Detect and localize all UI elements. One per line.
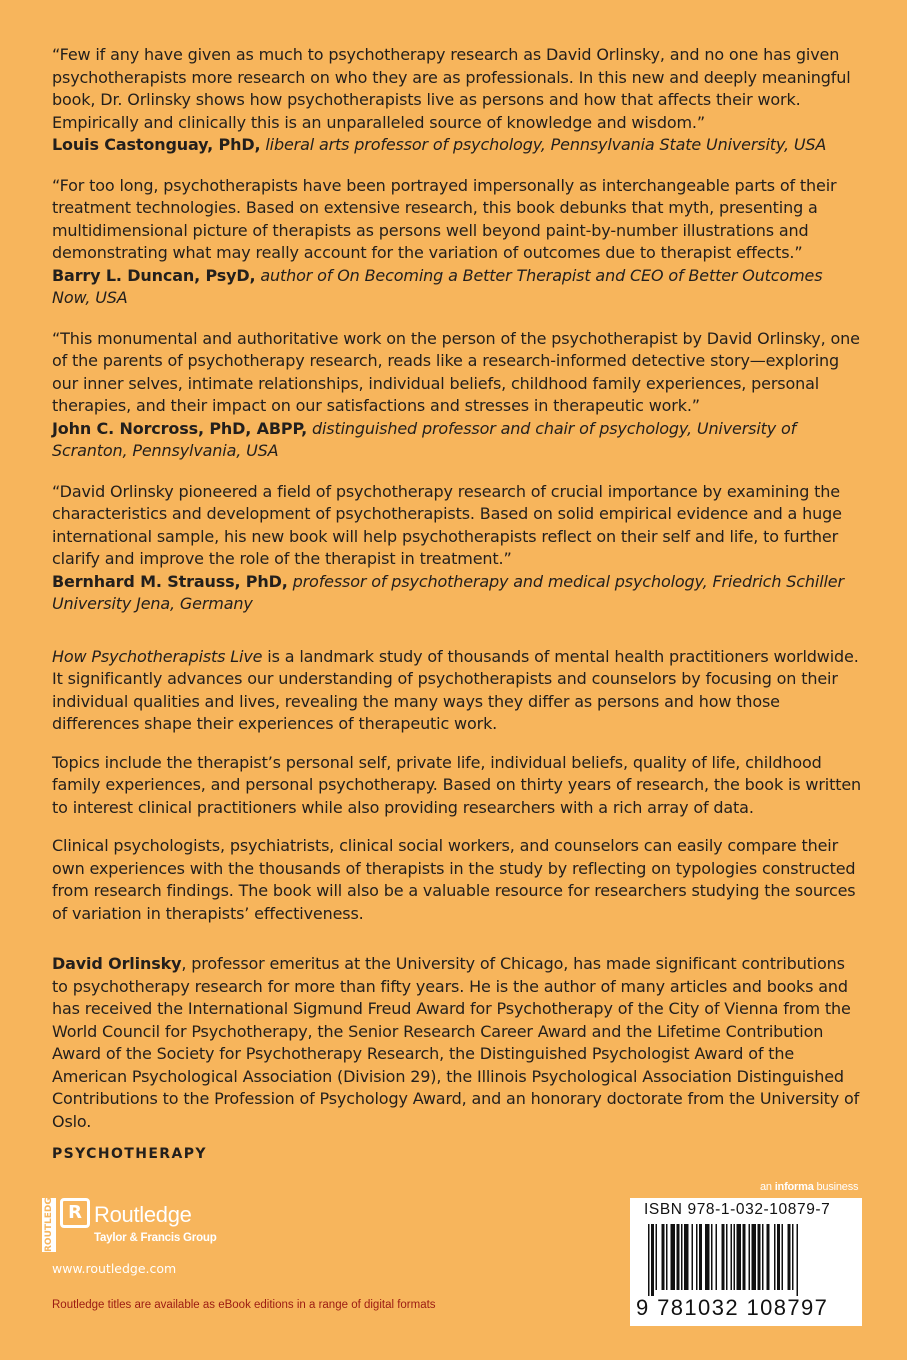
author-bio bbox=[52, 953, 864, 1133]
barcode-bar bbox=[777, 1224, 780, 1290]
isbn-label: ISBN 978-1-032-10879-7 bbox=[644, 1201, 831, 1218]
back-cover-text bbox=[52, 44, 864, 1149]
section-gap bbox=[52, 634, 864, 646]
barcode-bar bbox=[743, 1224, 746, 1290]
endorsement-text: “For too long, psychotherapists have been portrayed impersonally as interchangeable parts of their treatment technologies. Based on extensive research, this book debunks that myth, presenting a multidimensional picture of therapists as persons well beyond paint-by-number illustrations and demonstrating what may really account for the variation of outcomes due to therapist effects.” bbox=[52, 175, 837, 262]
publisher-r-icon: R bbox=[60, 1198, 90, 1228]
barcode-bar bbox=[677, 1224, 680, 1290]
barcode-bar bbox=[726, 1224, 728, 1290]
informa-brand: informa bbox=[774, 1181, 814, 1193]
book-title: How Psychotherapists Live bbox=[52, 646, 263, 666]
barcode-bar bbox=[666, 1224, 668, 1290]
barcode-bar bbox=[656, 1224, 658, 1290]
barcode-bar bbox=[662, 1224, 665, 1290]
barcode-bar bbox=[737, 1224, 742, 1290]
barcode-bars bbox=[630, 1224, 862, 1296]
endorsement-attribution bbox=[52, 418, 864, 463]
barcode-bar bbox=[752, 1224, 757, 1290]
informa-tagline: an informa business bbox=[760, 1181, 859, 1193]
author-name: David Orlinsky bbox=[52, 954, 182, 973]
barcode-bar bbox=[648, 1224, 650, 1296]
description-paragraph: Topics include the therapist’s personal self, private life, individual beliefs, quality of life, childhood family experiences, and personal psychotherapy. Based on thirty years of research, the book is written to interest clinical practitioners while also providing researchers with a rich array of data. bbox=[52, 752, 862, 817]
endorsement-attribution bbox=[52, 265, 864, 310]
barcode-bar bbox=[762, 1224, 764, 1290]
endorsement bbox=[52, 481, 864, 616]
barcode-bar bbox=[722, 1224, 725, 1290]
publisher-name: Routledge bbox=[94, 1202, 192, 1227]
barcode-bar bbox=[797, 1224, 799, 1296]
endorser-name: Bernhard M. Strauss, PhD, bbox=[52, 571, 288, 591]
endorser-name: Louis Castonguay, PhD, bbox=[52, 135, 261, 154]
publisher-vertical-mark: ROUTLEDGE bbox=[44, 1191, 54, 1252]
endorsement-text: “This monumental and authoritative work on the person of the psychotherapist by David Orlinsky, one of the parents of psychotherapy research, reads like a research-informed detective story—exploring our inner selves, intimate relationships, individual beliefs, childhood family experiences, personal therapies, and their impact on our satisfactions and stresses in therapeutic work.” bbox=[52, 328, 860, 415]
barcode-bar bbox=[749, 1224, 751, 1290]
endorsement bbox=[52, 328, 864, 463]
endorsement-text: “David Orlinsky pioneered a field of psychotherapy research of crucial importance by examining the characteristics and development of psychotherapists. Based on solid empirical evidence and a huge international sample, his new book will help psychotherapists reflect on their self and life, to further clarify and improve the role of the therapist in treatment.” bbox=[52, 481, 842, 568]
barcode-bar bbox=[705, 1224, 710, 1290]
barcode-bar bbox=[681, 1224, 683, 1290]
barcode-bar bbox=[731, 1224, 733, 1290]
author-bio-text: , professor emeritus at the University of Chicago, has made significant contributions to psychotherapy research for more than fifty years. He is the author of many articles and books and has received the International Sigmund Freud Award for Psychotherapy of the City of Vienna from the World Council for Psychotherapy, the Senior Research Career Award and the Lifetime Contribution Award of the Society for Psychotherapy Research, the Distinguished Psychologist Award of the American Psychological Association (Division 29), the Illinois Psychological Association Distinguished Contributions to the Profession of Psychology Award, and an honorary doctorate from the University of Oslo. bbox=[52, 954, 860, 1131]
section-gap bbox=[52, 941, 864, 953]
endorsement-text: “Few if any have given as much to psychotherapy research as David Orlinsky, and no one has given psychotherapists more research on who they are as professionals. In this new and deeply meaningful book, Dr. Orlinsky shows how psychotherapists live as persons and how that affects their work. Empirically and clinically this is an unparalleled source of knowledge and wisdom.” bbox=[52, 45, 851, 132]
barcode-bar bbox=[782, 1224, 784, 1290]
endorsement bbox=[52, 175, 864, 310]
endorsement bbox=[52, 44, 864, 157]
barcode-bar bbox=[671, 1224, 676, 1290]
barcode-bar bbox=[767, 1224, 770, 1290]
endorser-name: Barry L. Duncan, PsyD, bbox=[52, 265, 256, 285]
subject-category: PSYCHOTHERAPY bbox=[52, 1146, 207, 1162]
endorser-role: professor of psychotherapy and medical psychology, Friedrich Schiller University Jena, Germany bbox=[52, 571, 844, 613]
barcode-bar bbox=[651, 1224, 654, 1296]
publisher-group: Taylor & Francis Group bbox=[94, 1232, 217, 1244]
description-paragraph: Clinical psychologists, psychiatrists, clinical social workers, and counselors can easily compare their own experiences with the thousands of therapists in the study by reflecting on typologies constructed from research findings. The book will also be a valuable resource for researchers studying the sources of variation in therapists’ effectiveness. bbox=[52, 836, 856, 923]
barcode-bar bbox=[758, 1224, 761, 1290]
endorser-role: author of On Becoming a Better Therapist and CEO of Better Outcomes Now, USA bbox=[52, 265, 823, 307]
publisher-logo bbox=[42, 1191, 262, 1254]
barcode-bar bbox=[699, 1224, 702, 1290]
barcode-bar bbox=[711, 1224, 713, 1290]
barcode-bar bbox=[792, 1224, 794, 1290]
endorser-role: distinguished professor and chair of psychology, University of Scranton, Pennsylvania, USA bbox=[52, 418, 797, 460]
isbn-barcode bbox=[630, 1198, 862, 1326]
endorser-name: John C. Norcross, PhD, ABPP, bbox=[52, 418, 308, 438]
description-text: is a landmark study of thousands of mental health practitioners worldwide. It significantly advances our understanding of psychotherapists and counselors by focusing on their individual qualities and lives, revealing the many ways they differ as persons and how those differences shape their experiences of therapeutic work. bbox=[52, 646, 859, 733]
barcode-digits: 9 781032 108797 bbox=[636, 1295, 829, 1320]
barcode-bar bbox=[684, 1224, 689, 1290]
endorser-role: liberal arts professor of psychology, Pennsylvania State University, USA bbox=[265, 135, 827, 154]
barcode-bar bbox=[696, 1224, 698, 1290]
endorsement-attribution bbox=[52, 571, 864, 616]
barcode-bar bbox=[716, 1224, 718, 1290]
barcode-bar bbox=[734, 1224, 736, 1290]
endorsement-attribution bbox=[52, 134, 864, 157]
publisher-website: www.routledge.com bbox=[52, 1261, 177, 1276]
barcode-bar bbox=[788, 1224, 791, 1290]
barcode-bar bbox=[692, 1224, 694, 1290]
barcode-bar bbox=[774, 1224, 776, 1290]
ebook-notice: Routledge titles are available as eBook editions in a range of digital formats bbox=[52, 1299, 436, 1311]
description-paragraph bbox=[52, 646, 864, 736]
